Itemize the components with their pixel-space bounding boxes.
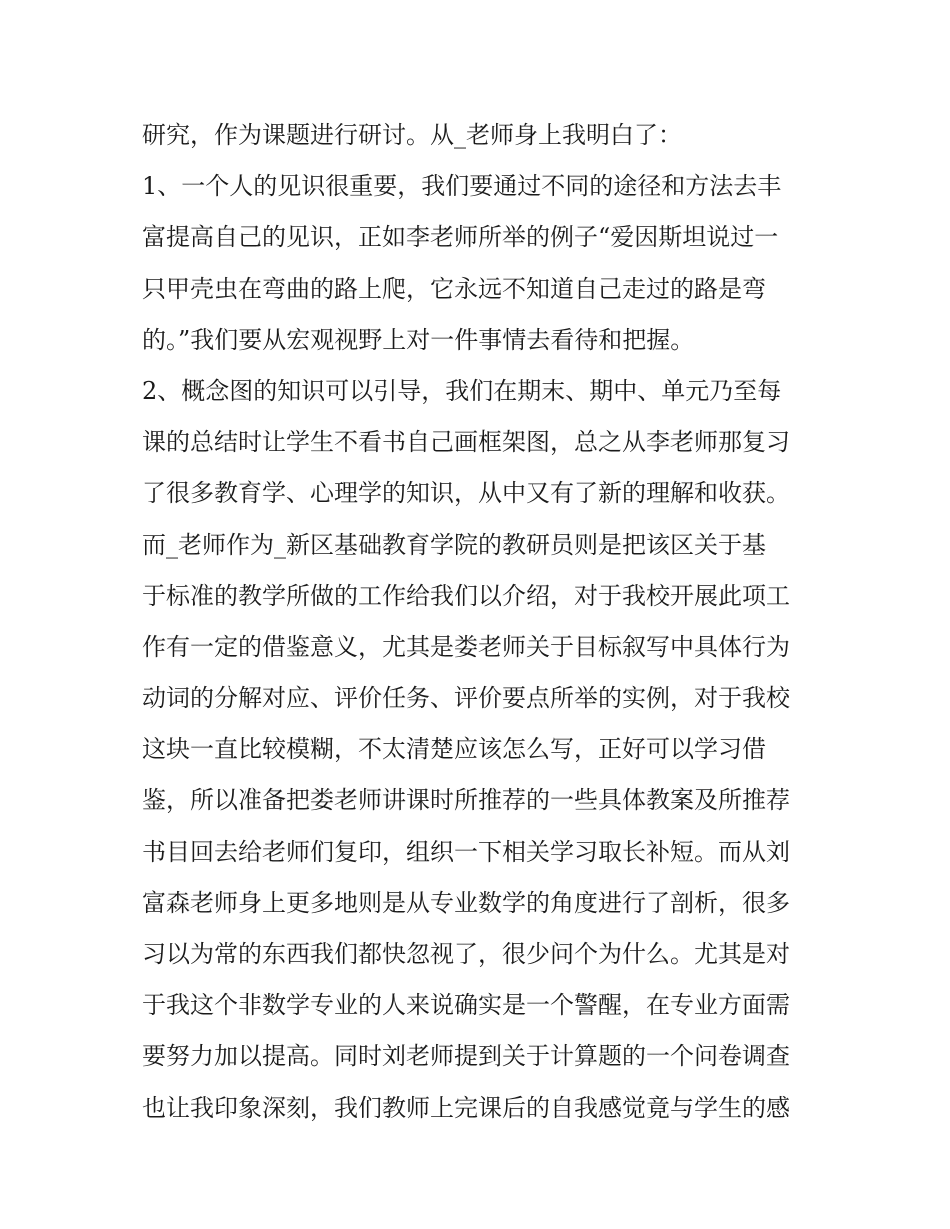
- text-line-8: 了很多教育学、心理学的知识，从中又有了新的理解和收获。: [142, 479, 790, 508]
- text-line-6: 2、概念图的知识可以引导，我们在期末、期中、单元乃至每: [142, 376, 782, 405]
- text-line-5: 的。”我们要从宏观视野上对一件事情去看待和把握。: [142, 325, 695, 354]
- text-line-3: 富提高自己的见识，正如李老师所举的例子“爱因斯坦说过一: [142, 223, 779, 252]
- text-line-10: 于标准的教学所做的工作给我们以介绍，对于我校开展此项工: [142, 581, 790, 610]
- text-line-14: 鉴，所以准备把娄老师讲课时所推荐的一些具体教案及所推荐: [142, 786, 790, 815]
- text-line-19: 要努力加以提高。同时刘老师提到关于计算题的一个问卷调查: [142, 1042, 790, 1071]
- text-line-7: 课的总结时让学生不看书自己画框架图，总之从李老师那复习: [142, 428, 790, 457]
- text-line-20: 也让我印象深刻，我们教师上完课后的自我感觉竟与学生的感: [142, 1093, 790, 1122]
- text-line-18: 于我这个非数学专业的人来说确实是一个警醒，在专业方面需: [142, 991, 790, 1020]
- text-line-17: 习以为常的东西我们都快忽视了，很少问个为什么。尤其是对: [142, 940, 790, 968]
- text-line-15: 书目回去给老师们复印，组织一下相关学习取长补短。而从刘: [142, 837, 790, 866]
- text-line-1: 研究，作为课题进行研讨。从_老师身上我明白了：: [142, 121, 682, 149]
- text-line-16: 富森老师身上更多地则是从专业数学的角度进行了剖析，很多: [142, 888, 790, 917]
- document-body: [142, 110, 822, 1134]
- text-line-4: 只甲壳虫在弯曲的路上爬，它永远不知道自己走过的路是弯: [142, 274, 766, 303]
- text-line-11: 作有一定的借鉴意义，尤其是娄老师关于目标叙写中具体行为: [142, 632, 790, 661]
- text-line-2: 1、一个人的见识很重要，我们要通过不同的途径和方法去丰: [142, 172, 782, 201]
- text-line-9: 而_老师作为_新区基础教育学院的教研员则是把该区关于基: [142, 530, 766, 559]
- text-line-13: 这块一直比较模糊，不太清楚应该怎么写，正好可以学习借: [142, 735, 766, 764]
- text-line-12: 动词的分解对应、评价任务、评价要点所举的实例，对于我校: [142, 684, 790, 713]
